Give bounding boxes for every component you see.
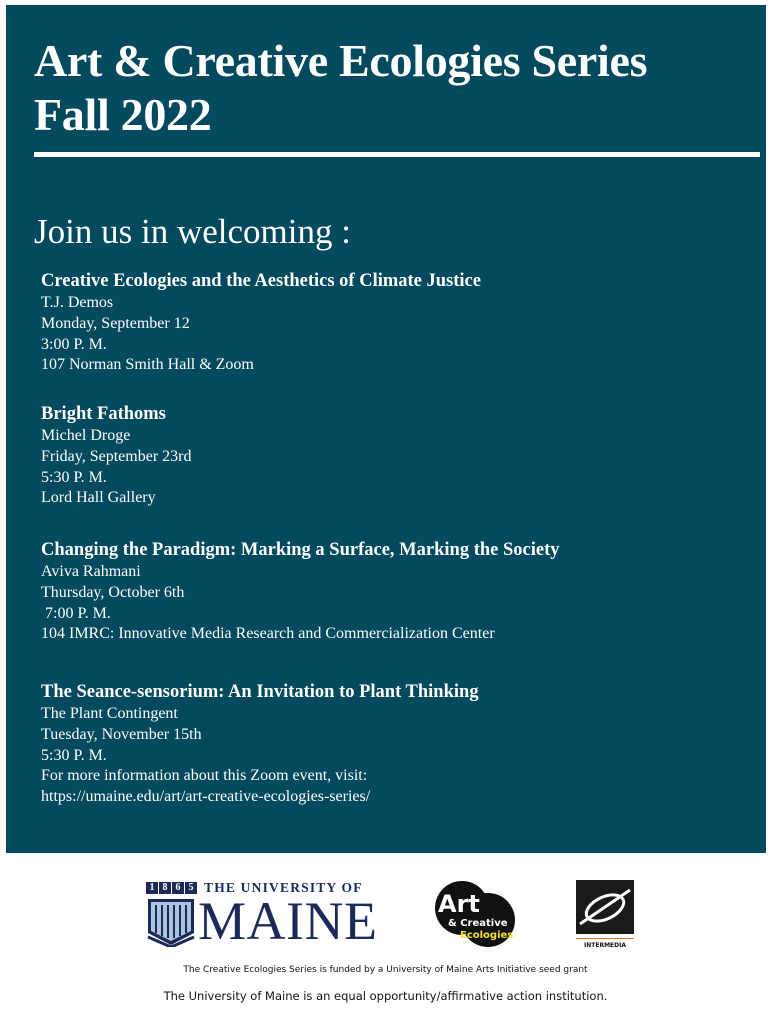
event-speaker: Aviva Rahmani	[41, 563, 141, 580]
umaine-shield-icon	[146, 897, 196, 947]
event-title: Bright Fathoms	[41, 404, 166, 424]
event-date: Thursday, October 6th	[41, 583, 185, 601]
intro-heading: Join us in welcoming :	[34, 212, 351, 251]
eeo-statement: The University of Maine is an equal opportunity/affirmative action institution.	[163, 989, 608, 1003]
svg-text:Ecologies: Ecologies	[460, 930, 514, 941]
event-location: 107 Norman Smith Hall & Zoom	[41, 356, 254, 374]
event-speaker: Michel Droge	[41, 427, 131, 444]
event-title: Creative Ecologies and the Aesthetics of Climate Justice	[41, 271, 481, 291]
umaine-logo	[146, 880, 378, 951]
event-time: 5:30 P. M.	[41, 468, 107, 486]
title-divider	[34, 152, 760, 157]
event-time: 7:00 P. M.	[41, 604, 111, 622]
event-1	[41, 270, 481, 376]
intermedia-logo	[574, 880, 636, 950]
event-date: Friday, September 23rd	[41, 447, 192, 465]
svg-text:INTERMEDIA: INTERMEDIA	[584, 942, 626, 949]
art-creative-ecologies-logo	[434, 878, 520, 948]
event-time: 3:00 P. M.	[41, 335, 107, 353]
umaine-university-text: THE UNIVERSITY OF	[204, 880, 363, 895]
event-title: The Seance-sensorium: An Invitation to Plant Thinking	[41, 682, 479, 702]
event-date: Tuesday, November 15th	[41, 725, 202, 743]
umaine-name: MAINE	[198, 891, 378, 951]
event-title: Changing the Paradigm: Marking a Surface, Marking the Society	[41, 540, 560, 560]
event-2	[41, 403, 191, 509]
event-date: Monday, September 12	[41, 314, 190, 332]
event-location: 104 IMRC: Innovative Media Research and Commercialization Center	[41, 625, 495, 643]
event-4	[41, 681, 479, 808]
sponsor-logos	[0, 862, 771, 962]
svg-text:Art: Art	[438, 890, 480, 918]
svg-text:& Creative: & Creative	[448, 918, 508, 929]
event-url[interactable]: https://umaine.edu/art/art-creative-ecologies-series/	[41, 788, 371, 806]
event-speaker: T.J. Demos	[41, 294, 114, 311]
umaine-year: 1 8 6 5	[146, 882, 198, 894]
event-time: 5:30 P. M.	[41, 746, 107, 764]
funding-note: The Creative Ecologies Series is funded by a University of Maine Arts Initiative seed grant	[183, 965, 588, 975]
event-3	[41, 539, 560, 645]
title-line-2: Fall 2022	[34, 89, 212, 140]
title-line-1: Art & Creative Ecologies Series	[34, 35, 648, 86]
event-info: For more information about this Zoom event, visit:	[41, 767, 368, 785]
page-title	[34, 34, 647, 142]
event-location: Lord Hall Gallery	[41, 489, 156, 507]
event-speaker: The Plant Contingent	[41, 705, 178, 722]
